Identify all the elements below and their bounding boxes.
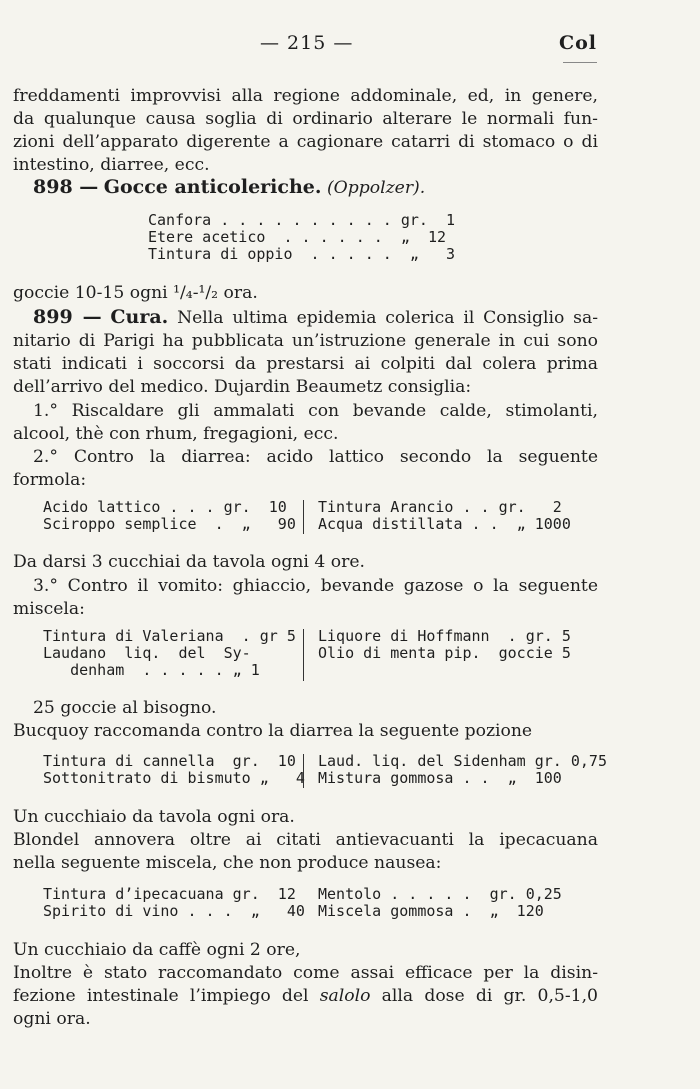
dose-note-2 (13, 551, 598, 574)
prescription-row: Mentolo . . . . . gr. 0,25 (318, 885, 562, 903)
text-line: miscela: (13, 599, 85, 619)
text-line: Un cucchiaio da caffè ogni 2 ore, (13, 940, 301, 960)
prescription-row: Laudano liq. del Sy- (43, 644, 251, 662)
prescription-4-left (43, 753, 305, 787)
text-line: nitario di Parigi ha pubblicata un’istruzione generale in cui sono (13, 331, 598, 351)
section-number: 898 — (33, 176, 99, 198)
column-divider (303, 629, 304, 681)
text-line: 3.° Contro il vomito: ghiaccio, bevande gazose o la seguente (33, 576, 598, 596)
page-header (0, 32, 700, 56)
prescription-5-right (318, 886, 562, 920)
prescription-row: Tintura di Valeriana . gr 5 (43, 627, 296, 645)
text-line: Inoltre è stato raccomandato come assai efficace per la disin- (13, 963, 598, 983)
paragraph-intro (13, 85, 598, 177)
prescription-row: Miscela gommosa . „ 120 (318, 902, 544, 920)
text-line: 25 goccie al bisogno. (33, 698, 217, 718)
prescription-row: Tintura di cannella gr. 10 (43, 752, 296, 770)
text-line: Un cucchiaio da tavola ogni ora. (13, 807, 295, 827)
prescription-row: Mistura gommosa . . „ 100 (318, 769, 562, 787)
prescription-row: Olio di menta pip. goccie 5 (318, 644, 571, 662)
prescription-row: Etere acetico . . . . . . „ 12 (148, 228, 447, 246)
page-number: — 215 — (260, 32, 354, 54)
prescription-2-left (43, 499, 296, 533)
prescription-2-right (318, 499, 571, 533)
point-3 (13, 575, 598, 621)
text-line: formola: (13, 470, 87, 490)
prescription-row: Tintura d’ipecacuana gr. 12 (43, 885, 296, 903)
section-title: Cura. (110, 306, 169, 328)
text-line: da qualunque causa soglia di ordinario alterare le normali fun- (13, 109, 598, 129)
prescription-row: Acido lattico . . . gr. 10 (43, 498, 287, 516)
section-author: (Oppolzer). (326, 178, 426, 198)
section-title: Gocce anticoleriche. (103, 176, 322, 198)
dose-note-4 (13, 806, 598, 875)
text-line: dell’arrivo del medico. Dujardin Beaumetz consiglia: (13, 377, 472, 397)
text-line: Nella ultima epidemia colerica il Consiglio sa- (177, 308, 598, 328)
text-line: Da darsi 3 cucchiai da tavola ogni 4 ore. (13, 552, 365, 572)
text-line: ogni ora. (13, 1009, 91, 1029)
text-line: Blondel annovera oltre ai citati antievacuanti la ipecacuana (13, 830, 598, 850)
prescription-4-right (318, 753, 607, 787)
prescription-row: Laud. liq. del Sidenham gr. 0,75 (318, 752, 607, 770)
text-fragment-italic: salolo (319, 986, 371, 1006)
prescription-1 (148, 212, 455, 263)
section-number: 899 — (33, 306, 102, 328)
text-line: Bucquoy raccomanda contro la diarrea la seguente pozione (13, 721, 533, 741)
text-line: nella seguente miscela, che non produce nausea: (13, 853, 442, 873)
prescription-row: Acqua distillata . . „ 1000 (318, 515, 571, 533)
section-898-heading (33, 176, 618, 200)
text-line: 1.° Riscaldare gli ammalati con bevande calde, stimolanti, (33, 401, 598, 421)
running-headword: Col (558, 32, 597, 54)
prescription-row: Spirito di vino . . . „ 40 (43, 902, 305, 920)
prescription-row: Sottonitrato di bismuto „ 4 (43, 769, 305, 787)
point-1 (13, 400, 598, 446)
point-2 (13, 446, 598, 492)
text-fragment: alla dose di gr. 0,5-1,0 (370, 986, 598, 1006)
prescription-row: Tintura di oppio . . . . . „ 3 (148, 245, 456, 263)
prescription-row: Tintura Arancio . . gr. 2 (318, 498, 562, 516)
section-899 (13, 306, 598, 399)
prescription-row: Canfora . . . . . . . . . . gr. 1 (148, 211, 456, 229)
dose-note-3 (13, 697, 598, 743)
column-divider (303, 500, 304, 534)
text-line: goccie 10-15 ogni ¹/₄-¹/₂ ora. (13, 283, 258, 303)
text-line: intestino, diarree, ecc. (13, 155, 210, 175)
text-line: 2.° Contro la diarrea: acido lattico secondo la seguente (33, 447, 598, 467)
text-line: zioni dell’apparato digerente a cagionare catarri di stomaco o di (13, 132, 598, 152)
prescription-row: Sciroppo semplice . „ 90 (43, 515, 296, 533)
prescription-5-left (43, 886, 305, 920)
header-rule (563, 62, 597, 63)
text-line: freddamenti improvvisi alla regione addominale, ed, in genere, (13, 86, 598, 106)
text-fragment: fezione intestinale l’impiego del (13, 986, 320, 1006)
closing-paragraph (13, 939, 598, 1031)
prescription-row: Liquore di Hoffmann . gr. 5 (318, 627, 571, 645)
text-line: alcool, thè con rhum, fregagioni, ecc. (13, 424, 339, 444)
prescription-3-left (43, 628, 296, 679)
dose-note-1 (13, 282, 598, 305)
prescription-row: denham . . . . . „ 1 (43, 661, 260, 679)
column-divider (303, 754, 304, 788)
prescription-3-right (318, 628, 571, 662)
text-line: stati indicati i soccorsi da prestarsi ai colpiti dal colera prima (13, 354, 598, 374)
